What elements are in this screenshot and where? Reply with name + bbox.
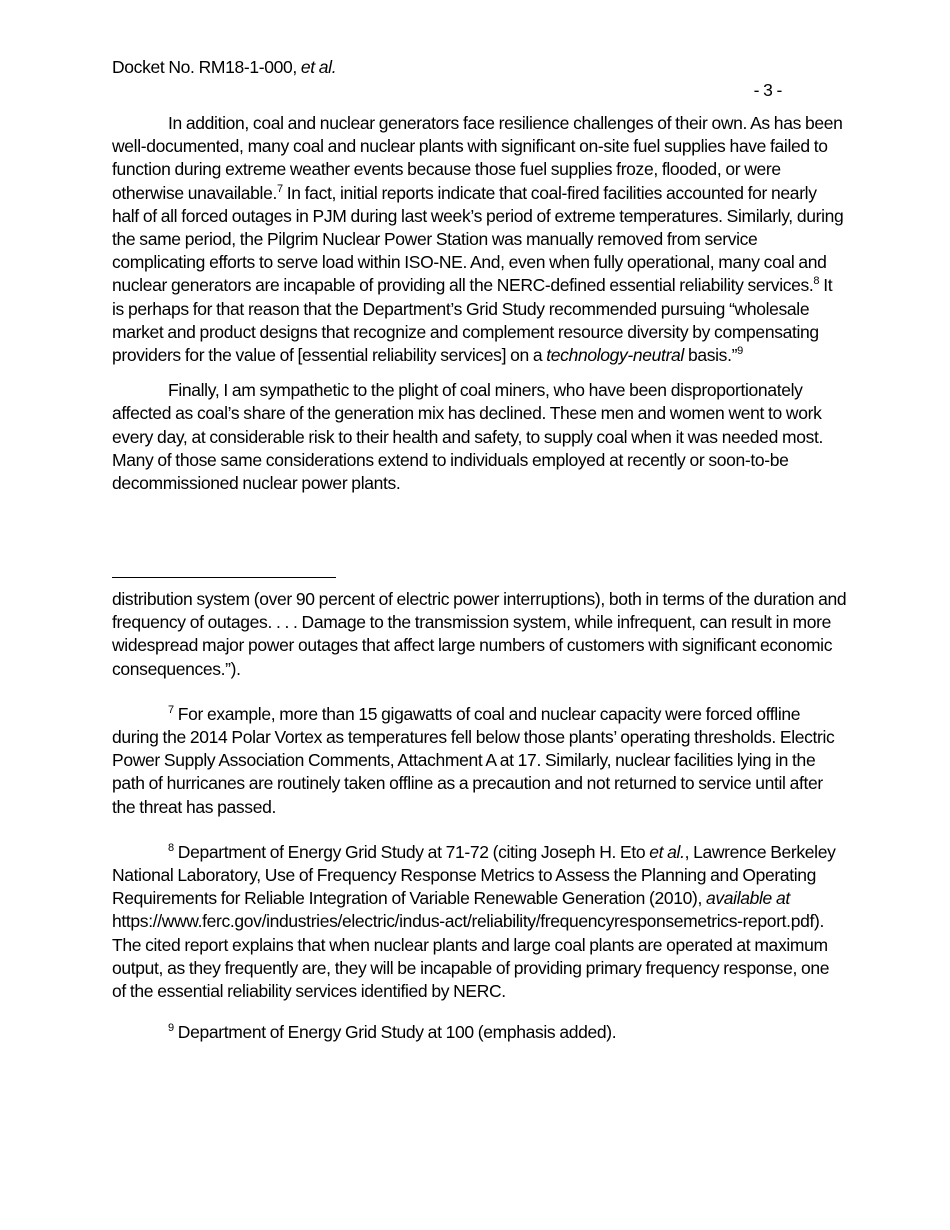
paragraph-text: basis.” bbox=[683, 345, 738, 366]
footnote-8 bbox=[112, 841, 847, 1003]
footnote-ref-8: 8 bbox=[813, 275, 820, 288]
footnote-separator bbox=[112, 577, 336, 578]
paragraph-coal-miners: Finally, I am sympathetic to the plight of coal miners, who have been disproportionately affected as coal’s share of the generation mix has declined. These men and women went to work every day, at considerable risk to their health and safety, to supply coal when it was needed most. Many of those same considerations extend to individuals employed at recently or soon-to-be decommissioned nuclear power plants. bbox=[112, 380, 824, 494]
footnote-continuation: distribution system (over 90 percent of electric power interruptions), both in terms of the duration and frequency of outages. . . . Damage to the transmission system, while infrequent, can result in more widespread major power outages that affect large numbers of customers with significant economic consequences.”). bbox=[112, 589, 847, 679]
footnote-text: For example, more than 15 gigawatts of coal and nuclear capacity were forced offline during the 2014 Polar Vortex as temperatures fell below those plants’ operating thresholds. Electric Power Supply Association Comments, Attachment A at 17. Similarly, nuclear facilities lying in the path of hurricanes are routinely taken offline as a precaution and not returned to service until after the threat has passed. bbox=[112, 703, 835, 817]
italic-text: et al. bbox=[649, 841, 685, 862]
footnote-text: , Lawrence Berkeley National Laboratory, Use of Frequency Response Metrics to Assess the Planning and Operating Requirements for Reliable Integration of Variable Renewable Generation (2010), bbox=[112, 841, 836, 909]
paragraph-text: In fact, initial reports indicate that coal-fired facilities accounted for nearly half of all forced outages in PJM during last week’s period of extreme temperatures. Similarly, during the same period, the Pilgrim Nuclear Power Station was manually removed from service complicating efforts to serve load within ISO-NE. And, even when fully operational, many coal and nuclear generators are incapable of providing all the NERC-defined essential reliability services. bbox=[112, 182, 844, 296]
body-text bbox=[112, 112, 847, 507]
docket-et-al: et al. bbox=[300, 57, 337, 77]
footnote-9 bbox=[112, 1021, 847, 1044]
footnote-text: https://www.ferc.gov/industries/electric/indus-act/reliability/frequencyresponsemetrics-report.pdf). The cited report explains that when nuclear plants and large coal plants are operated at maximum output, as they frequently are, they will be incapable of providing primary frequency response, one of the essential reliability services identified by NERC. bbox=[112, 911, 830, 1002]
page-number: - 3 - bbox=[753, 80, 782, 100]
footnote-ref-7: 7 bbox=[276, 182, 283, 195]
footnote-ref-9: 9 bbox=[737, 345, 743, 358]
docket-header bbox=[112, 56, 336, 79]
footnote-text: Department of Energy Grid Study at 100 (emphasis added). bbox=[173, 1022, 617, 1043]
docket-number: Docket No. RM18-1-000, bbox=[112, 57, 301, 77]
footnote-number: 9 bbox=[168, 1022, 174, 1035]
footnotes bbox=[112, 588, 847, 1066]
paragraph-text: In addition, coal and nuclear generators face resilience challenges of their own. As has been well-documented, many coal and nuclear plants with significant on-site fuel supplies have failed to function during extreme weather events because those fuel supplies froze, flooded, or were otherwise unavailable. bbox=[112, 113, 843, 203]
paragraph-resilience bbox=[112, 112, 847, 367]
footnote-text: Department of Energy Grid Study at 71-72 (citing Joseph H. Eto bbox=[173, 841, 650, 862]
footnote-number: 7 bbox=[168, 703, 174, 716]
footnote-number: 8 bbox=[168, 841, 174, 854]
italic-text: technology-neutral bbox=[546, 345, 684, 366]
italic-text: available at bbox=[706, 888, 790, 909]
footnote-7 bbox=[112, 703, 847, 819]
paragraph-text: It is perhaps for that reason that the Department’s Grid Study recommended pursuing “wholesale market and product designs that recognize and complement resource diversity by compensating providers for the value of [essential reliability services] on a bbox=[112, 275, 833, 366]
